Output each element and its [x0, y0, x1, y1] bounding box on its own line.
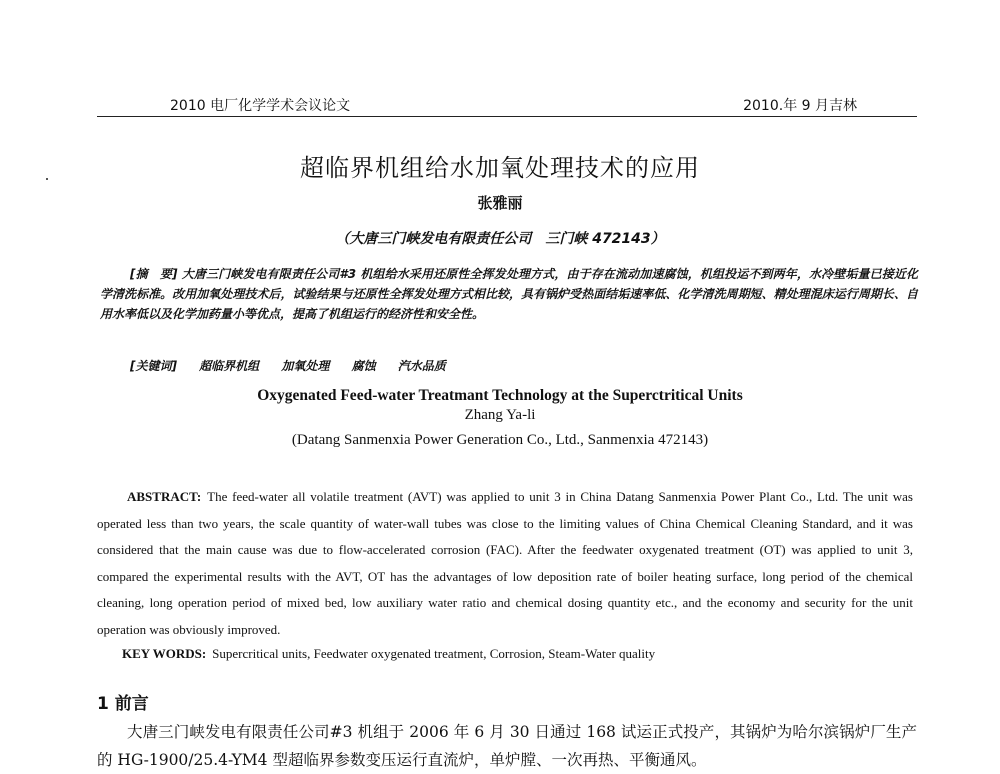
english-title: Oxygenated Feed-water Treatmant Technology at the Superctritical Units: [257, 387, 743, 404]
body-paragraph: 大唐三门峡发电有限责任公司#3 机组于 2006 年 6 月 30 日通过 168 试运正式投产，其锅炉为哈尔滨锅炉厂生产的 HG-1900/25.4-YM4 型超临界参数变压运行直流炉，单炉膛、一次再热、平衡通风。: [97, 723, 917, 769]
chinese-keyword: 加氧处理: [281, 359, 330, 373]
english-affiliation: (Datang Sanmenxia Power Generation Co., Ltd., Sanmenxia 472143): [291, 432, 709, 448]
english-keywords-label: KEY WORDS:: [122, 646, 207, 661]
header-date-place: 2010.年 9 月吉林: [743, 98, 857, 114]
chinese-author: 张雅丽: [477, 194, 523, 212]
chinese-keywords: [130, 357, 920, 374]
english-abstract-text: The feed-water all volatile treatment (AVT) was applied to unit 3 in China Datang Sanmenxia Power Plant Co., Ltd. The unit was operated less than two years, the scale quantity of water-wall tubes was close to the limiting values of China Chemical Cleaning Standard, and it was considered that the main cause was due to flow-accelerated corrosion (FAC). After the feedwater oxygenated treatment (OT) was applied to unit 3, compared the experimental results with the AVT, OT has the advantages of low deposition rate of boiler heating surface, long period of the chemical cleaning, long operation period of mixed bed, low auxiliary water ratio and chemical dosing quantity etc., and the economy and security for the unit operation was obviously improved.: [97, 489, 913, 637]
chinese-abstract-label: [摘 要]: [130, 267, 178, 281]
running-header: [97, 92, 917, 117]
chinese-keyword: 腐蚀: [351, 359, 376, 373]
section-heading: 1 前言: [97, 694, 149, 714]
chinese-abstract-text: 大唐三门峡发电有限责任公司#3 机组给水采用还原性全挥发处理方式，由于存在流动加速腐蚀，机组投运不到两年，水冷壁垢量已接近化学清洗标准。改用加氧处理技术后，试验结果与还原性全挥发处理方式相比较，具有锅炉受热面结垢速率低、化学清洗周期短、精处理混床运行周期长、自用水率低以及化学加药量小等优点，提高了机组运行的经济性和安全性。: [100, 267, 918, 321]
chinese-abstract: [100, 264, 918, 324]
header-conference: 2010 电厂化学学术会议论文: [170, 98, 351, 114]
chinese-keyword: 超临界机组: [199, 359, 260, 373]
english-keywords-text: Supercritical units, Feedwater oxygenated treatment, Corrosion, Steam-Water quality: [212, 646, 656, 661]
chinese-affiliation: （大唐三门峡发电有限责任公司 三门峡 472143）: [335, 231, 665, 247]
english-abstract-label: ABSTRACT:: [127, 489, 202, 504]
english-author: Zhang Ya-li: [464, 407, 536, 423]
chinese-title: 超临界机组给水加氧处理技术的应用: [300, 154, 700, 182]
chinese-keywords-label: [关键词]: [130, 359, 177, 373]
english-abstract: [97, 484, 913, 644]
chinese-keyword: 汽水品质: [397, 359, 446, 373]
english-keywords: [122, 646, 922, 662]
